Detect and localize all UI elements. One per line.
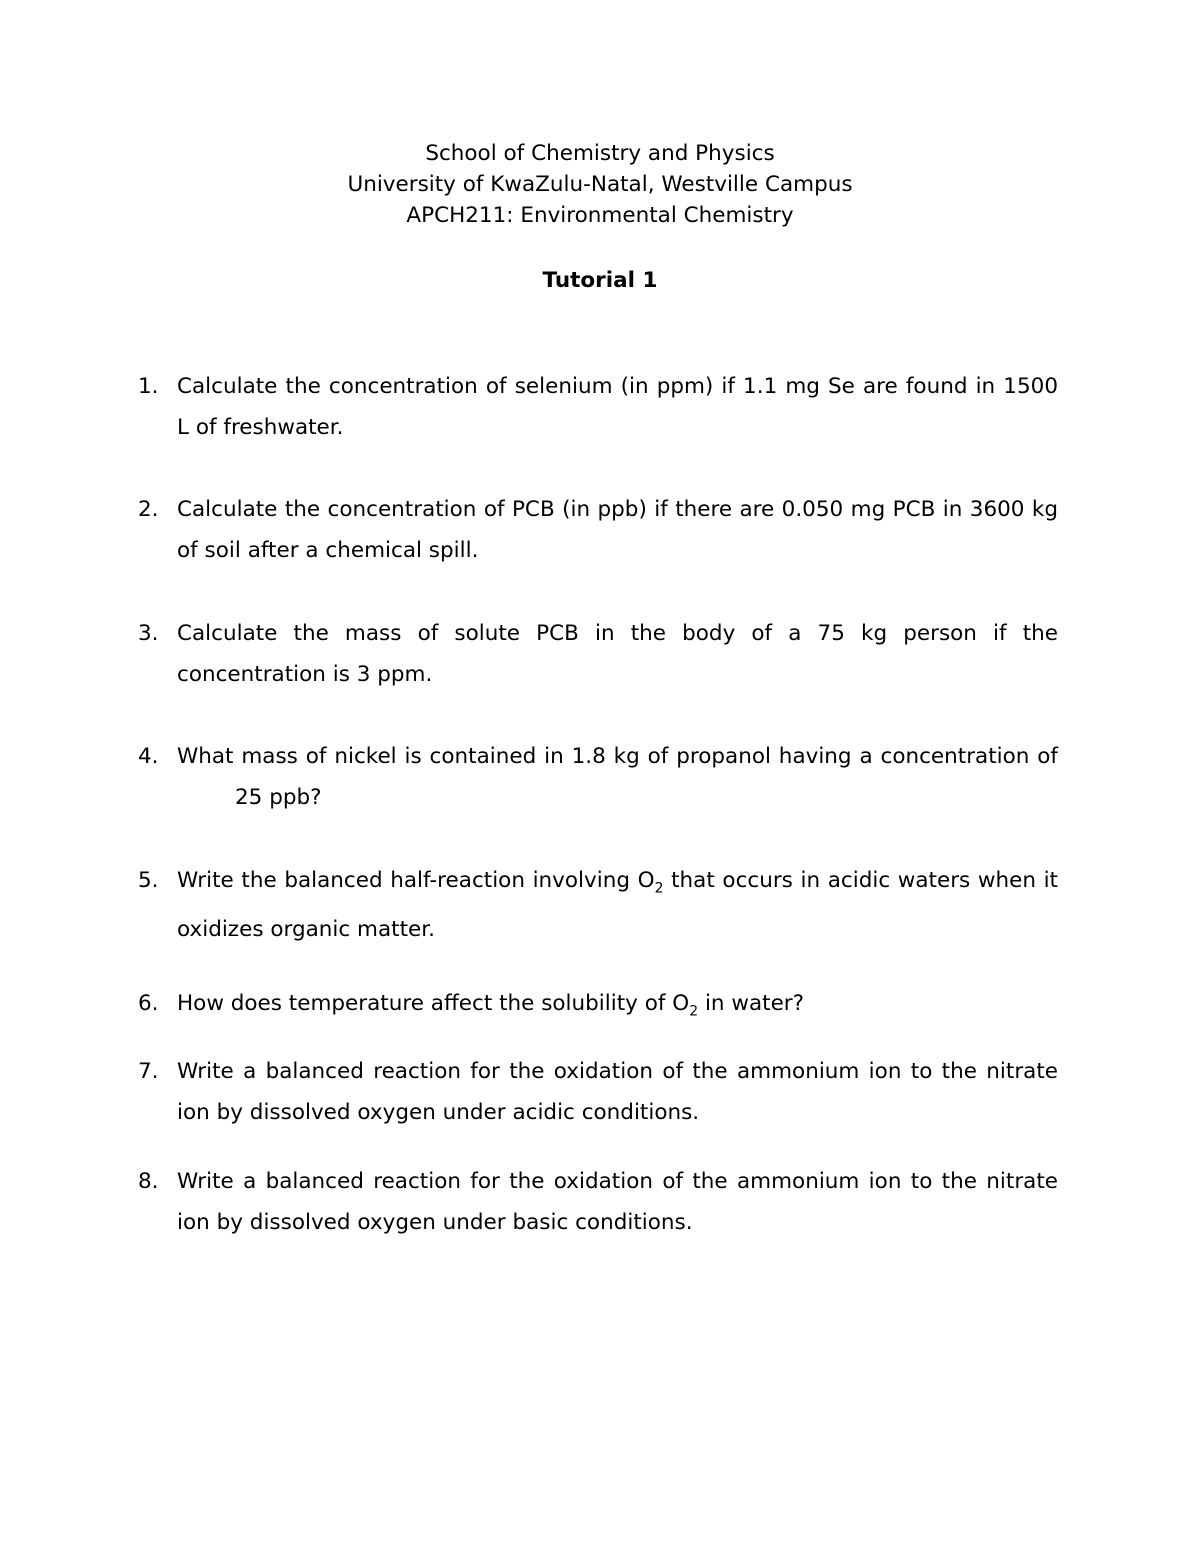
question-text [177, 983, 1058, 1032]
question-number: 2. [138, 497, 159, 522]
subscript: 2 [654, 880, 664, 897]
question-text-part: that occurs in acidic waters when it oxidizes organic matter. [177, 868, 1058, 943]
question-number: 5. [138, 868, 159, 893]
question-text-part: 25 ppb? [235, 785, 322, 810]
question-text: Calculate the concentration of PCB (in ppb) if there are 0.050 mg PCB in 3600 kg of soil after a chemical spill. [177, 497, 1058, 563]
question-text: Write a balanced reaction for the oxidation of the ammonium ion to the nitrate ion by dissolved oxygen under acidic conditions. [177, 1059, 1058, 1125]
question-text [177, 736, 1058, 818]
question-7 [138, 1051, 1058, 1133]
question-2 [138, 489, 1058, 571]
question-6 [138, 983, 1058, 1032]
question-8 [138, 1161, 1058, 1243]
course-name: APCH211: Environmental Chemistry [406, 203, 794, 228]
question-number: 3. [138, 621, 159, 646]
question-1 [138, 366, 1058, 448]
question-number: 8. [138, 1169, 159, 1194]
question-number: 6. [138, 991, 159, 1016]
question-number: 1. [138, 374, 159, 399]
question-5 [138, 860, 1058, 950]
university-name: University of KwaZulu-Natal, Westville Campus [347, 172, 853, 197]
question-text: Calculate the concentration of selenium (in ppm) if 1.1 mg Se are found in 1500 L of freshwater. [177, 374, 1058, 440]
question-text [177, 860, 1058, 950]
question-text-part: Write the balanced half-reaction involving O [177, 868, 655, 893]
question-4 [138, 736, 1058, 818]
question-number: 7. [138, 1059, 159, 1084]
question-3 [138, 613, 1058, 695]
question-text-part: How does temperature affect the solubility of O [177, 991, 690, 1016]
tutorial-title: Tutorial 1 [542, 268, 658, 293]
document-header [0, 138, 1200, 231]
question-text-part: in water? [698, 991, 805, 1016]
subscript: 2 [689, 1003, 699, 1020]
question-number: 4. [138, 744, 159, 769]
question-text: Write a balanced reaction for the oxidation of the ammonium ion to the nitrate ion by dissolved oxygen under basic conditions. [177, 1169, 1058, 1235]
question-text-part: What mass of nickel is contained in 1.8 kg of propanol having a concentration of [177, 744, 1058, 769]
school-name: School of Chemistry and Physics [425, 141, 775, 166]
question-text: Calculate the mass of solute PCB in the body of a 75 kg person if the concentration is 3 ppm. [177, 621, 1058, 687]
